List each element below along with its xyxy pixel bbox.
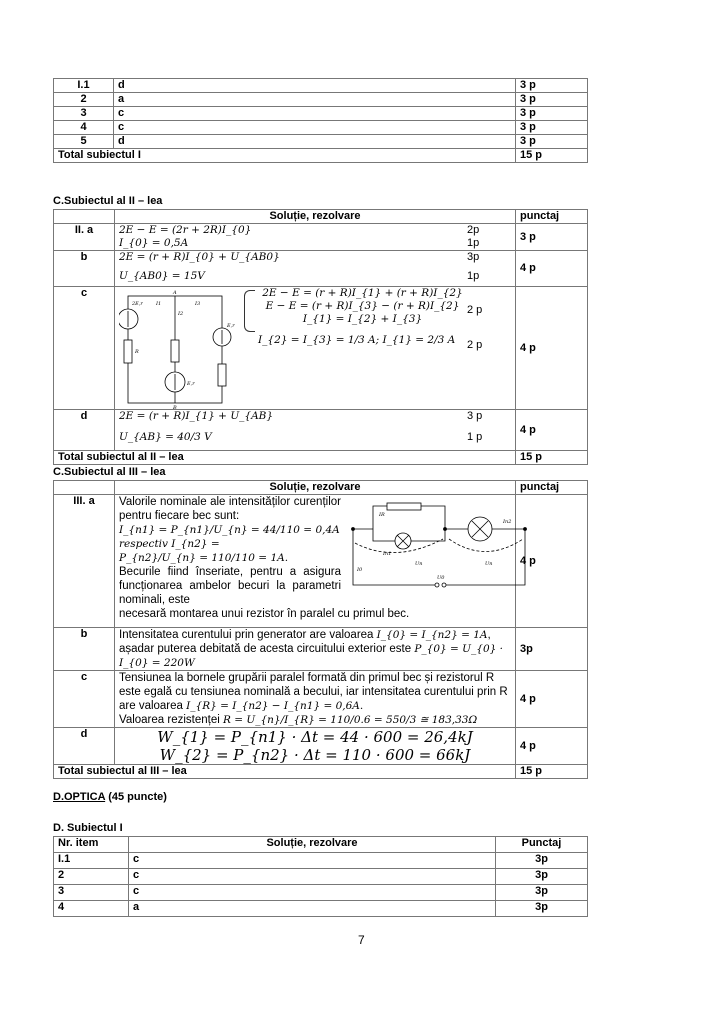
- points: 3 p: [516, 79, 588, 93]
- equation: 2E − E = (r + R)I_{1} + (r + R)I_{2}: [262, 287, 463, 299]
- points: 4 p: [516, 728, 588, 765]
- partial-points: 1 p: [467, 431, 483, 443]
- item-number: c: [54, 287, 115, 410]
- item-number: 2: [54, 869, 129, 885]
- total-points: 15 p: [516, 451, 588, 465]
- points: 4 p: [516, 251, 588, 287]
- section-2-title: C.Subiectul al II – lea: [53, 195, 163, 207]
- answer: c: [114, 107, 516, 121]
- table-row: [54, 79, 588, 93]
- points: 3 p: [516, 135, 588, 149]
- points: 4 p: [516, 671, 588, 728]
- table-row: [54, 93, 588, 107]
- equation: W_{1} = P_{n1} · Δt = 44 · 600 = 26,4kJ: [157, 728, 473, 746]
- item-number: b: [54, 251, 115, 287]
- item-number: 5: [54, 135, 114, 149]
- equation: P_{0} = U_{0} · I_{0} = 220W: [119, 643, 503, 669]
- current-label: In2: [503, 519, 512, 525]
- points: 4 p: [516, 495, 588, 628]
- subject-1-answer-table: [53, 78, 588, 163]
- text: necesară montarea unui rezistor în paralel cu primul bec.: [119, 608, 410, 620]
- voltage-label: Un: [485, 561, 493, 567]
- text: Intensitatea curentului prin generator are valoarea: [119, 629, 377, 641]
- resistor-label: R: [135, 349, 139, 355]
- table-row: [54, 251, 588, 287]
- node-label: B: [173, 405, 177, 409]
- equation: E − E = (r + R)I_{3} − (r + R)I_{2}: [265, 300, 460, 312]
- voltage-label: U0: [437, 575, 445, 581]
- item-number: d: [54, 728, 115, 765]
- item-number: I.1: [54, 79, 114, 93]
- optica-heading: D.OPTICA: [53, 791, 106, 803]
- partial-points: 2 p: [467, 304, 483, 316]
- current-label: I2: [178, 311, 184, 317]
- text: Becurile fiind înseriate, pentru a asigura funcționarea ambelor becuri la parametri nominali, este: [119, 566, 341, 606]
- table-row: [54, 410, 588, 451]
- equation: 2E = (r + R)I_{1} + U_{AB}: [119, 410, 274, 422]
- brace-icon: [244, 290, 255, 332]
- item-number: c: [54, 671, 115, 728]
- table-row: [54, 901, 588, 917]
- partial-points: 3p: [467, 251, 480, 263]
- subject-2-table: [53, 209, 588, 465]
- item-number: III. a: [54, 495, 115, 628]
- partial-points: 1p: [467, 270, 480, 282]
- current-label: I0: [357, 567, 363, 573]
- voltage-label: Un: [415, 561, 423, 567]
- equation: 2E − E = (2r + 2R)I_{0}: [119, 224, 252, 236]
- current-label: I1: [156, 301, 162, 307]
- equation: R = U_{n}/I_{R} = 110/0.6 = 550/3 ≅ 183,33Ω: [222, 714, 478, 726]
- table-row: [54, 121, 588, 135]
- points: 3 p: [516, 224, 588, 251]
- table-row: [54, 728, 588, 765]
- item-number: 2: [54, 93, 114, 107]
- total-label: Total subiectul I: [54, 149, 516, 163]
- current-label: IR: [379, 512, 385, 518]
- subject-3-table: [53, 480, 588, 779]
- current-label: I3: [195, 301, 201, 307]
- text: Tensiunea la bornele grupării paralel formată din primul bec și rezistorul R este egală cu tensiunea nominală a becului, iar intensitatea curentului prin R are valoarea: [119, 672, 508, 712]
- item-number: I.1: [54, 853, 129, 869]
- points: 3p: [496, 853, 588, 869]
- bulb-circuit-diagram: [345, 499, 527, 599]
- header-solution: Soluție, rezolvare: [115, 210, 516, 224]
- source-label: 2E,r: [132, 301, 143, 307]
- source-label: E,r: [227, 323, 235, 329]
- table-row: [54, 495, 588, 628]
- source-label: E,r: [187, 381, 195, 387]
- points: 3p: [496, 885, 588, 901]
- page-number: 7: [358, 933, 365, 947]
- partial-points: 2 p: [467, 339, 483, 351]
- equation: 2E = (r + R)I_{0} + U_{AB0}: [119, 251, 280, 263]
- node-label: A: [173, 290, 177, 296]
- optica-subtitle: D. Subiectul I: [53, 822, 123, 834]
- result-equation: I_{2} = I_{3} = 1/3 A; I_{1} = 2/3 A: [258, 334, 456, 346]
- equation: P_{n2}/U_{n} = 110/110 = 1A.: [119, 552, 289, 564]
- total-points: 15 p: [516, 765, 588, 779]
- answer: c: [129, 869, 496, 885]
- table-row: [54, 671, 588, 728]
- item-number: 4: [54, 121, 114, 135]
- points: 3 p: [516, 107, 588, 121]
- partial-points: 2p: [467, 224, 480, 236]
- equation: I_{0} = 0,5A: [119, 237, 189, 249]
- total-points: 15 p: [516, 149, 588, 163]
- table-row: [54, 107, 588, 121]
- total-label: Total subiectul al II – lea: [54, 451, 516, 465]
- partial-points: 1p: [467, 237, 480, 249]
- section-3-title: C.Subiectul al III – lea: [53, 466, 166, 478]
- item-number: 3: [54, 107, 114, 121]
- answer: a: [114, 93, 516, 107]
- page: [53, 0, 587, 947]
- header-solution: Soluție, rezolvare: [129, 837, 496, 853]
- table-row: [54, 224, 588, 251]
- header-points: punctaj: [516, 210, 588, 224]
- text: Valoarea rezistenței: [119, 714, 223, 726]
- points: 3p: [496, 901, 588, 917]
- table-row: [54, 287, 588, 410]
- points: 4 p: [516, 287, 588, 410]
- equation: I_{1} = I_{2} + I_{3}: [302, 313, 423, 325]
- header-item: Nr. item: [54, 837, 129, 853]
- header-points: punctaj: [516, 481, 588, 495]
- item-number: b: [54, 628, 115, 671]
- header-solution: Soluție, rezolvare: [115, 481, 516, 495]
- item-number: II. a: [54, 224, 115, 251]
- partial-points: 3 p: [467, 410, 483, 422]
- equation: U_{AB0} = 15V: [119, 270, 205, 282]
- points: 3p: [516, 628, 588, 671]
- optica-subject-1-table: [53, 836, 588, 917]
- equation: I_{0} = I_{n2} = 1A: [376, 629, 488, 641]
- equation: U_{AB} = 40/3 V: [119, 431, 212, 443]
- table-row: [54, 869, 588, 885]
- text: Valorile nominale ale intensităților curenților pentru fiecare bec sunt:: [119, 496, 341, 522]
- total-row: [54, 451, 588, 465]
- total-label: Total subiectul al III – lea: [54, 765, 516, 779]
- table-row: [54, 885, 588, 901]
- header-points: Punctaj: [496, 837, 588, 853]
- optica-title: [53, 791, 587, 804]
- equation: I_{R} = I_{n2} − I_{n1} = 0,6A.: [186, 700, 364, 712]
- optica-points: (45 puncte): [105, 791, 167, 803]
- points: 3p: [496, 869, 588, 885]
- circuit-diagram: [119, 287, 244, 409]
- current-label: In1: [383, 551, 392, 557]
- points: 3 p: [516, 121, 588, 135]
- points: 3 p: [516, 93, 588, 107]
- answer: a: [129, 901, 496, 917]
- total-row: [54, 149, 588, 163]
- table-row: [54, 628, 588, 671]
- item-number: d: [54, 410, 115, 451]
- answer: c: [129, 885, 496, 901]
- table-row: [54, 853, 588, 869]
- answer: c: [129, 853, 496, 869]
- equation: I_{n1} = P_{n1}/U_{n} = 44/110 = 0,4A respectiv I_{n2} =: [119, 524, 340, 550]
- item-number: 4: [54, 901, 129, 917]
- answer: d: [114, 135, 516, 149]
- answer: c: [114, 121, 516, 135]
- table-row: [54, 135, 588, 149]
- equation: W_{2} = P_{n2} · Δt = 110 · 600 = 66kJ: [159, 746, 471, 764]
- item-number: 3: [54, 885, 129, 901]
- answer: d: [114, 79, 516, 93]
- points: 4 p: [516, 410, 588, 451]
- text: , așadar puterea debitată de acesta circuitului exterior este: [119, 629, 491, 655]
- total-row: [54, 765, 588, 779]
